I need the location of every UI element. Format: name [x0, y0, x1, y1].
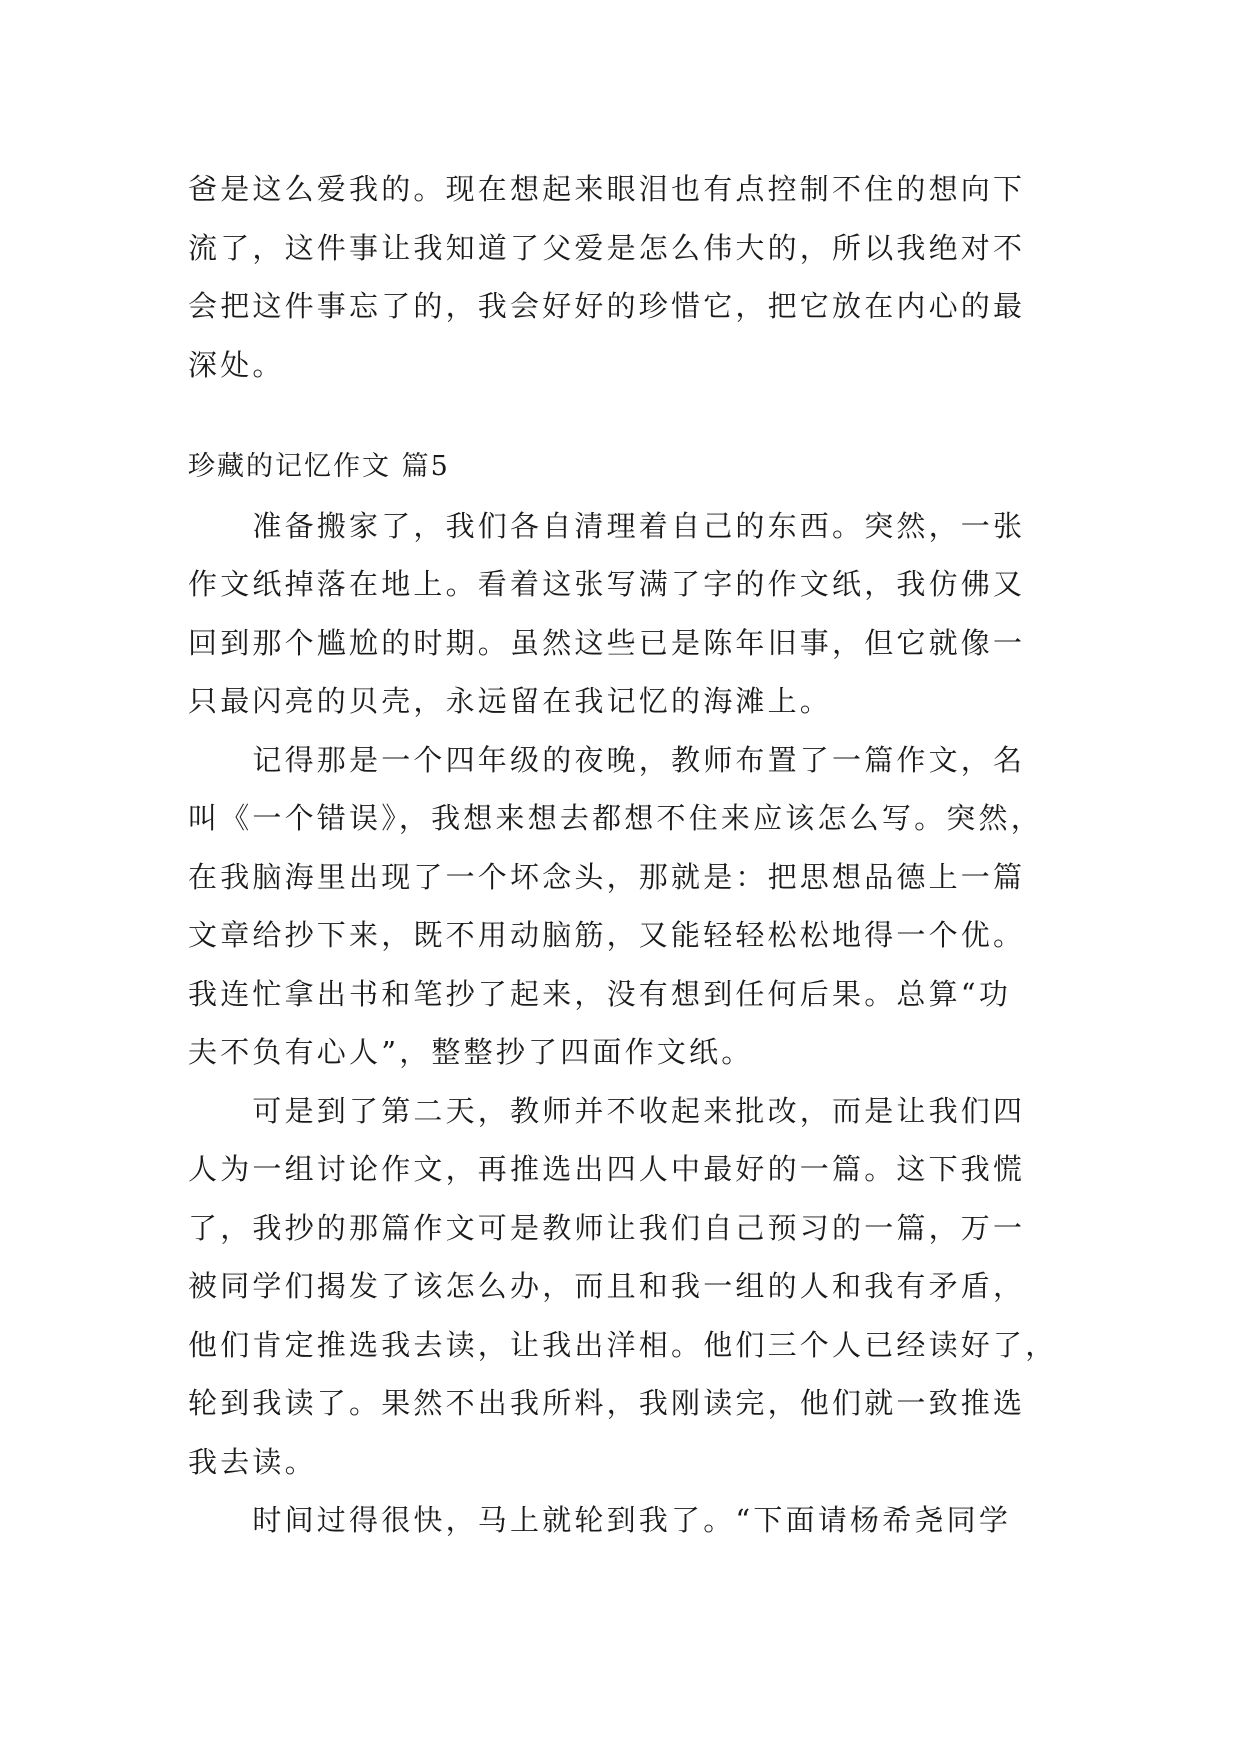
text-line: 流了，这件事让我知道了父爱是怎么伟大的，所以我绝对不	[188, 230, 1026, 265]
paragraph	[188, 1491, 1060, 1550]
text-line: 我连忙拿出书和笔抄了起来，没有想到任何后果。总算“功	[188, 976, 1012, 1011]
section-spacer	[188, 394, 1060, 438]
text-line: 爸是这么爱我的。现在想起来眼泪也有点控制不住的想向下	[188, 172, 1026, 206]
paragraph	[188, 731, 1060, 1082]
text-line: 时间过得很快，马上就轮到我了。“下面请杨希尧同学	[188, 1503, 1012, 1537]
text-line: 作文纸掉落在地上。看着这张写满了字的作文纸，我仿佛又	[188, 567, 1026, 601]
text-line: 被同学们揭发了该怎么办，而且和我一组的人和我有矛盾，	[188, 1269, 1026, 1303]
text-line: 叫《一个错误》，我想来想去都想不住来应该怎么写。突然，	[188, 801, 1043, 835]
paragraph	[188, 1082, 1060, 1492]
intro-paragraph	[188, 160, 1060, 394]
text-line: 他们肯定推选我去读，让我出洋相。他们三个人已经读好了，	[188, 1327, 1058, 1362]
text-line: 轮到我读了。果然不出我所料，我刚读完，他们就一致推选	[188, 1386, 1026, 1420]
text-line: 可是到了第二天，教师并不收起来批改，而是让我们四	[188, 1093, 1026, 1128]
text-line: 人为一组讨论作文，再推选出四人中最好的一篇。这下我慌	[188, 1152, 1026, 1186]
text-line: 只最闪亮的贝壳，永远留在我记忆的海滩上。	[188, 684, 833, 718]
text-line: 会把这件事忘了的，我会好好的珍惜它，把它放在内心的最	[188, 289, 1026, 323]
section-title: 珍藏的记忆作文 篇5	[188, 451, 450, 482]
text-line: 记得那是一个四年级的夜晚，教师布置了一篇作文，名	[188, 742, 1026, 777]
text-line: 在我脑海里出现了一个坏念头，那就是：把思想品德上一篇	[188, 859, 1026, 894]
paragraph	[188, 497, 1060, 731]
text-line: 了，我抄的那篇作文可是教师让我们自己预习的一篇，万一	[188, 1210, 1026, 1245]
document-body	[188, 160, 1060, 1550]
text-line: 回到那个尴尬的时期。虽然这些已是陈年旧事，但它就像一	[188, 625, 1026, 660]
text-line: 深处。	[188, 347, 285, 382]
text-line: 我去读。	[188, 1444, 317, 1479]
text-line: 准备搬家了，我们各自清理着自己的东西。突然，一张	[188, 508, 1026, 543]
text-line: 文章给抄下来，既不用动脑筋，又能轻轻松松地得一个优。	[188, 918, 1026, 952]
text-line: 夫不负有心人”，整整抄了四面作文纸。	[188, 1035, 754, 1069]
